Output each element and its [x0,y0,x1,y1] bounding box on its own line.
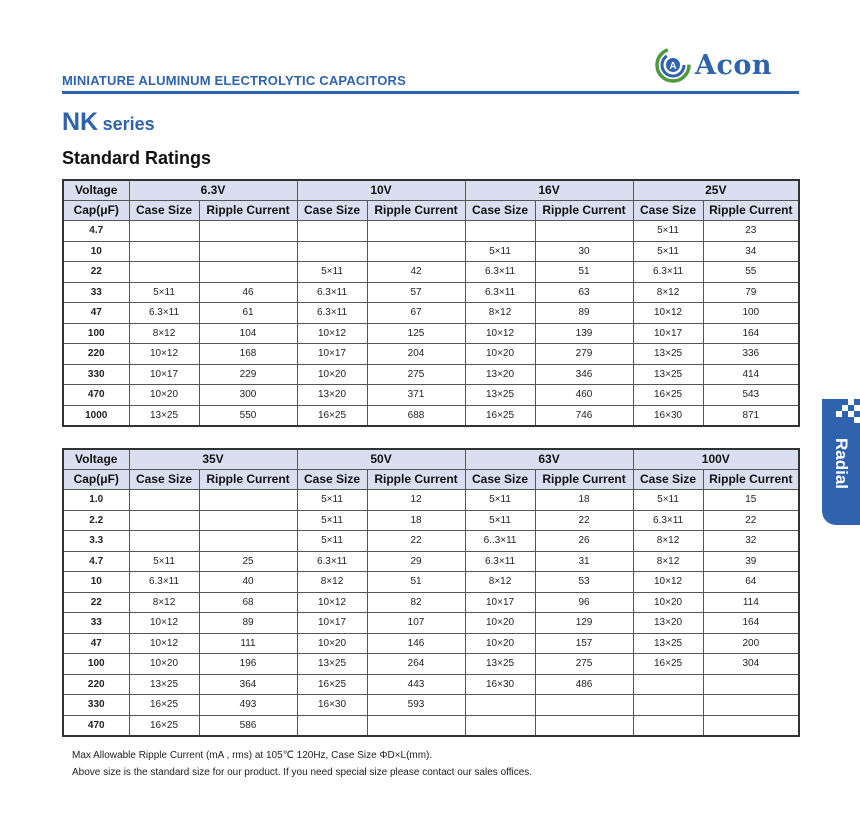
svg-text:A: A [669,61,677,72]
case-size-cell [633,715,703,736]
voltage-header: 63V [465,449,633,470]
radial-label-text: Radial [832,438,851,490]
case-size-cell [465,715,535,736]
ripple-current-cell: 275 [535,654,633,675]
case-size-cell: 5×11 [633,490,703,511]
case-size-cell: 13×25 [465,654,535,675]
ripple-current-header: Ripple Current [199,201,297,221]
ripple-current-cell: 79 [703,282,799,303]
case-size-cell: 10×20 [129,385,199,406]
case-size-cell: 16×25 [297,674,367,695]
case-size-cell: 13×20 [633,613,703,634]
ripple-current-cell: 229 [199,364,297,385]
case-size-cell: 10×12 [297,323,367,344]
case-size-cell [129,531,199,552]
ripple-current-cell: 46 [199,282,297,303]
ripple-current-cell: 68 [199,592,297,613]
ripple-current-cell: 264 [367,654,465,675]
ripple-current-cell: 157 [535,633,633,654]
case-size-header: Case Size [129,201,199,221]
capacitance-cell: 33 [63,613,129,634]
footnotes [72,747,532,781]
capacitance-cell: 47 [63,633,129,654]
ripple-current-cell: 51 [535,262,633,283]
ripple-current-cell: 139 [535,323,633,344]
ripple-current-header: Ripple Current [703,201,799,221]
table-row [63,221,799,242]
capacitance-cell: 100 [63,323,129,344]
case-size-cell: 8×12 [633,551,703,572]
ripple-current-cell: 64 [703,572,799,593]
case-size-cell: 10×12 [297,592,367,613]
case-size-cell: 6.3×11 [129,572,199,593]
ripple-current-cell: 100 [703,303,799,324]
ripple-current-cell: 200 [703,633,799,654]
ripple-current-cell: 53 [535,572,633,593]
case-size-cell: 5×11 [297,531,367,552]
capacitance-cell: 2.2 [63,510,129,531]
ripple-current-cell: 164 [703,613,799,634]
case-size-cell: 16×25 [297,405,367,426]
ripple-current-cell: 22 [367,531,465,552]
ripple-current-header: Ripple Current [535,470,633,490]
ripple-current-cell [703,715,799,736]
case-size-cell [129,221,199,242]
logo-text: Acon [695,49,773,81]
case-size-cell: 13×25 [465,385,535,406]
ripple-current-cell: 146 [367,633,465,654]
table-row [63,262,799,283]
case-size-cell: 10×17 [465,592,535,613]
ripple-current-cell: 96 [535,592,633,613]
ripple-current-cell: 51 [367,572,465,593]
series-title [62,108,155,137]
ripple-current-cell: 414 [703,364,799,385]
case-size-cell [129,510,199,531]
tab-decor-square [854,405,860,411]
ripple-current-cell [535,695,633,716]
table-row [63,695,799,716]
case-size-cell: 10×20 [465,633,535,654]
case-size-cell [129,490,199,511]
case-size-cell: 6.3×11 [297,303,367,324]
case-size-cell: 13×20 [297,385,367,406]
table-row [63,654,799,675]
table-row [63,531,799,552]
capacitance-cell: 330 [63,364,129,385]
table-row [63,364,799,385]
ripple-current-cell [199,531,297,552]
case-size-cell: 6.3×11 [465,262,535,283]
case-size-cell: 13×25 [633,344,703,365]
ripple-current-cell: 34 [703,241,799,262]
ripple-current-header: Ripple Current [199,470,297,490]
ripple-current-cell: 275 [367,364,465,385]
case-size-cell: 13×25 [297,654,367,675]
ripple-current-cell: 443 [367,674,465,695]
case-size-cell: 16×30 [633,405,703,426]
ratings-table-low-voltage [62,179,800,427]
ripple-current-cell: 67 [367,303,465,324]
case-size-header: Case Size [465,470,535,490]
header-title: MINIATURE ALUMINUM ELECTROLYTIC CAPACITORS [62,73,406,88]
table-row [63,715,799,736]
case-size-cell: 8×12 [633,531,703,552]
capacitance-cell: 4.7 [63,551,129,572]
capacitance-cell: 10 [63,241,129,262]
ripple-current-cell [703,695,799,716]
ripple-current-cell [535,221,633,242]
capacitance-cell: 470 [63,385,129,406]
ripple-current-cell: 543 [703,385,799,406]
ripple-current-cell: 168 [199,344,297,365]
case-size-cell: 10×12 [465,323,535,344]
ripple-current-cell: 32 [703,531,799,552]
ripple-current-cell: 346 [535,364,633,385]
case-size-header: Case Size [297,470,367,490]
voltage-header: 16V [465,180,633,201]
table-row [63,385,799,406]
ripple-current-cell: 23 [703,221,799,242]
cap-header-label: Cap(μF) [63,470,129,490]
ripple-current-cell: 22 [535,510,633,531]
case-size-cell: 16×30 [297,695,367,716]
tab-decor-square [854,417,860,423]
ripple-current-cell: 129 [535,613,633,634]
capacitance-cell: 220 [63,674,129,695]
voltage-header-label: Voltage [63,180,129,201]
ripple-current-cell: 61 [199,303,297,324]
case-size-cell: 6.3×11 [465,282,535,303]
case-size-cell [129,241,199,262]
table-row [63,613,799,634]
ripple-current-cell: 593 [367,695,465,716]
case-size-cell: 13×25 [129,405,199,426]
case-size-cell: 8×12 [129,323,199,344]
case-size-cell: 6.3×11 [129,303,199,324]
ripple-current-cell: 279 [535,344,633,365]
table-row [63,303,799,324]
case-size-cell: 5×11 [297,262,367,283]
table-row [63,490,799,511]
voltage-header: 6.3V [129,180,297,201]
case-size-cell: 6.3×11 [633,262,703,283]
case-size-cell: 5×11 [297,510,367,531]
ripple-current-cell: 486 [535,674,633,695]
ripple-current-cell: 25 [199,551,297,572]
case-size-cell: 13×25 [129,674,199,695]
case-size-cell: 10×12 [129,633,199,654]
case-size-cell: 6.3×11 [297,282,367,303]
case-size-cell: 16×30 [465,674,535,695]
ripple-current-cell: 89 [535,303,633,324]
case-size-cell: 6.3×11 [297,551,367,572]
ripple-current-cell: 111 [199,633,297,654]
case-size-cell: 5×11 [465,241,535,262]
ripple-current-cell: 746 [535,405,633,426]
footnote-ripple: Max Allowable Ripple Current (mA , rms) at 105℃ 120Hz, Case Size ΦD×L(mm). [72,750,433,761]
case-size-cell: 10×20 [297,364,367,385]
table-row [63,592,799,613]
case-size-cell: 10×12 [633,303,703,324]
ripple-current-cell [535,715,633,736]
case-size-cell: 16×25 [633,654,703,675]
ripple-current-cell: 18 [367,510,465,531]
case-size-cell: 6..3×11 [465,531,535,552]
case-size-cell: 10×20 [633,592,703,613]
ripple-current-cell: 871 [703,405,799,426]
case-size-cell: 8×12 [129,592,199,613]
case-size-cell: 5×11 [465,490,535,511]
voltage-header: 35V [129,449,297,470]
ripple-current-cell: 63 [535,282,633,303]
acon-swirl-logo-icon [655,47,691,83]
ripple-current-cell: 12 [367,490,465,511]
ripple-current-header: Ripple Current [535,201,633,221]
capacitance-cell: 470 [63,715,129,736]
case-size-cell: 6.3×11 [465,551,535,572]
case-size-cell: 10×17 [129,364,199,385]
case-size-cell [633,695,703,716]
ripple-current-cell: 688 [367,405,465,426]
table-row [63,551,799,572]
ripple-current-cell: 29 [367,551,465,572]
ripple-current-cell: 39 [703,551,799,572]
capacitance-cell: 330 [63,695,129,716]
case-size-cell: 5×11 [129,282,199,303]
case-size-cell [465,221,535,242]
capacitance-cell: 10 [63,572,129,593]
capacitance-cell: 22 [63,262,129,283]
case-size-cell: 5×11 [129,551,199,572]
series-suffix: series [102,114,155,134]
case-size-cell: 13×20 [465,364,535,385]
table-row [63,282,799,303]
ripple-current-cell [703,674,799,695]
ripple-current-cell: 196 [199,654,297,675]
cap-header-label: Cap(μF) [63,201,129,221]
radial-tab-label [827,436,855,492]
voltage-header: 100V [633,449,799,470]
case-size-cell: 10×17 [297,344,367,365]
ripple-current-header: Ripple Current [367,470,465,490]
case-size-cell [297,715,367,736]
case-size-cell: 10×12 [129,344,199,365]
ripple-current-cell: 89 [199,613,297,634]
case-size-cell [633,674,703,695]
ripple-current-cell: 300 [199,385,297,406]
capacitance-cell: 1000 [63,405,129,426]
ripple-current-cell: 26 [535,531,633,552]
case-size-header: Case Size [129,470,199,490]
case-size-cell: 10×17 [633,323,703,344]
table-row [63,405,799,426]
ripple-current-cell: 371 [367,385,465,406]
ripple-current-cell: 15 [703,490,799,511]
ripple-current-cell: 364 [199,674,297,695]
case-size-cell: 10×20 [465,613,535,634]
ripple-current-cell [367,221,465,242]
capacitance-cell: 1.0 [63,490,129,511]
ripple-current-cell [199,262,297,283]
ripple-current-cell: 55 [703,262,799,283]
case-size-cell [129,262,199,283]
capacitance-cell: 220 [63,344,129,365]
capacitance-cell: 47 [63,303,129,324]
ripple-current-cell [367,715,465,736]
voltage-header: 50V [297,449,465,470]
case-size-cell: 8×12 [297,572,367,593]
ripple-current-header: Ripple Current [703,470,799,490]
ripple-current-header: Ripple Current [367,201,465,221]
ripple-current-cell: 107 [367,613,465,634]
capacitance-cell: 100 [63,654,129,675]
footnote-size: Above size is the standard size for our product. If you need special size please contact our sales offices. [72,767,533,778]
ripple-current-cell: 114 [703,592,799,613]
table-row [63,323,799,344]
voltage-header-label: Voltage [63,449,129,470]
table-row [63,633,799,654]
case-size-cell: 10×20 [465,344,535,365]
case-size-cell: 16×25 [465,405,535,426]
ripple-current-cell: 586 [199,715,297,736]
case-size-cell: 8×12 [465,303,535,324]
ripple-current-cell: 460 [535,385,633,406]
capacitance-cell: 22 [63,592,129,613]
case-size-cell [297,221,367,242]
ripple-current-cell [199,510,297,531]
case-size-cell: 16×25 [633,385,703,406]
case-size-cell: 13×25 [633,364,703,385]
case-size-cell: 5×11 [633,241,703,262]
ripple-current-cell: 493 [199,695,297,716]
ripple-current-cell [199,221,297,242]
ripple-current-cell: 82 [367,592,465,613]
case-size-cell: 10×12 [129,613,199,634]
case-size-cell: 13×25 [633,633,703,654]
ripple-current-cell: 31 [535,551,633,572]
capacitance-cell: 4.7 [63,221,129,242]
case-size-cell: 10×20 [129,654,199,675]
ripple-current-cell: 550 [199,405,297,426]
table-row [63,510,799,531]
case-size-cell [297,241,367,262]
ripple-current-cell [367,241,465,262]
ripple-current-cell: 22 [703,510,799,531]
table-row [63,241,799,262]
header-rule [62,91,799,94]
case-size-cell: 10×12 [633,572,703,593]
case-size-header: Case Size [465,201,535,221]
ripple-current-cell: 336 [703,344,799,365]
case-size-header: Case Size [297,201,367,221]
ripple-current-cell: 304 [703,654,799,675]
ripple-current-cell: 42 [367,262,465,283]
ripple-current-cell: 40 [199,572,297,593]
case-size-cell: 8×12 [465,572,535,593]
case-size-cell: 6.3×11 [633,510,703,531]
table-row [63,344,799,365]
case-size-cell: 16×25 [129,715,199,736]
table-row [63,572,799,593]
case-size-cell: 5×11 [633,221,703,242]
tab-decor-square [836,411,842,417]
voltage-header: 10V [297,180,465,201]
voltage-header: 25V [633,180,799,201]
ripple-current-cell [199,241,297,262]
table-row [63,674,799,695]
ripple-current-cell: 30 [535,241,633,262]
case-size-cell: 5×11 [297,490,367,511]
section-title: Standard Ratings [62,148,212,168]
ripple-current-cell: 125 [367,323,465,344]
case-size-cell: 10×20 [297,633,367,654]
case-size-cell: 16×25 [129,695,199,716]
capacitance-cell: 3.3 [63,531,129,552]
case-size-cell: 5×11 [465,510,535,531]
case-size-header: Case Size [633,470,703,490]
case-size-cell [465,695,535,716]
case-size-header: Case Size [633,201,703,221]
ripple-current-cell: 18 [535,490,633,511]
case-size-cell: 10×17 [297,613,367,634]
case-size-cell: 8×12 [633,282,703,303]
ratings-table-high-voltage [62,448,800,737]
ripple-current-cell [199,490,297,511]
ripple-current-cell: 57 [367,282,465,303]
ripple-current-cell: 164 [703,323,799,344]
series-name: NK [62,108,99,136]
ripple-current-cell: 104 [199,323,297,344]
brand-logo [655,47,772,83]
capacitance-cell: 33 [63,282,129,303]
ripple-current-cell: 204 [367,344,465,365]
